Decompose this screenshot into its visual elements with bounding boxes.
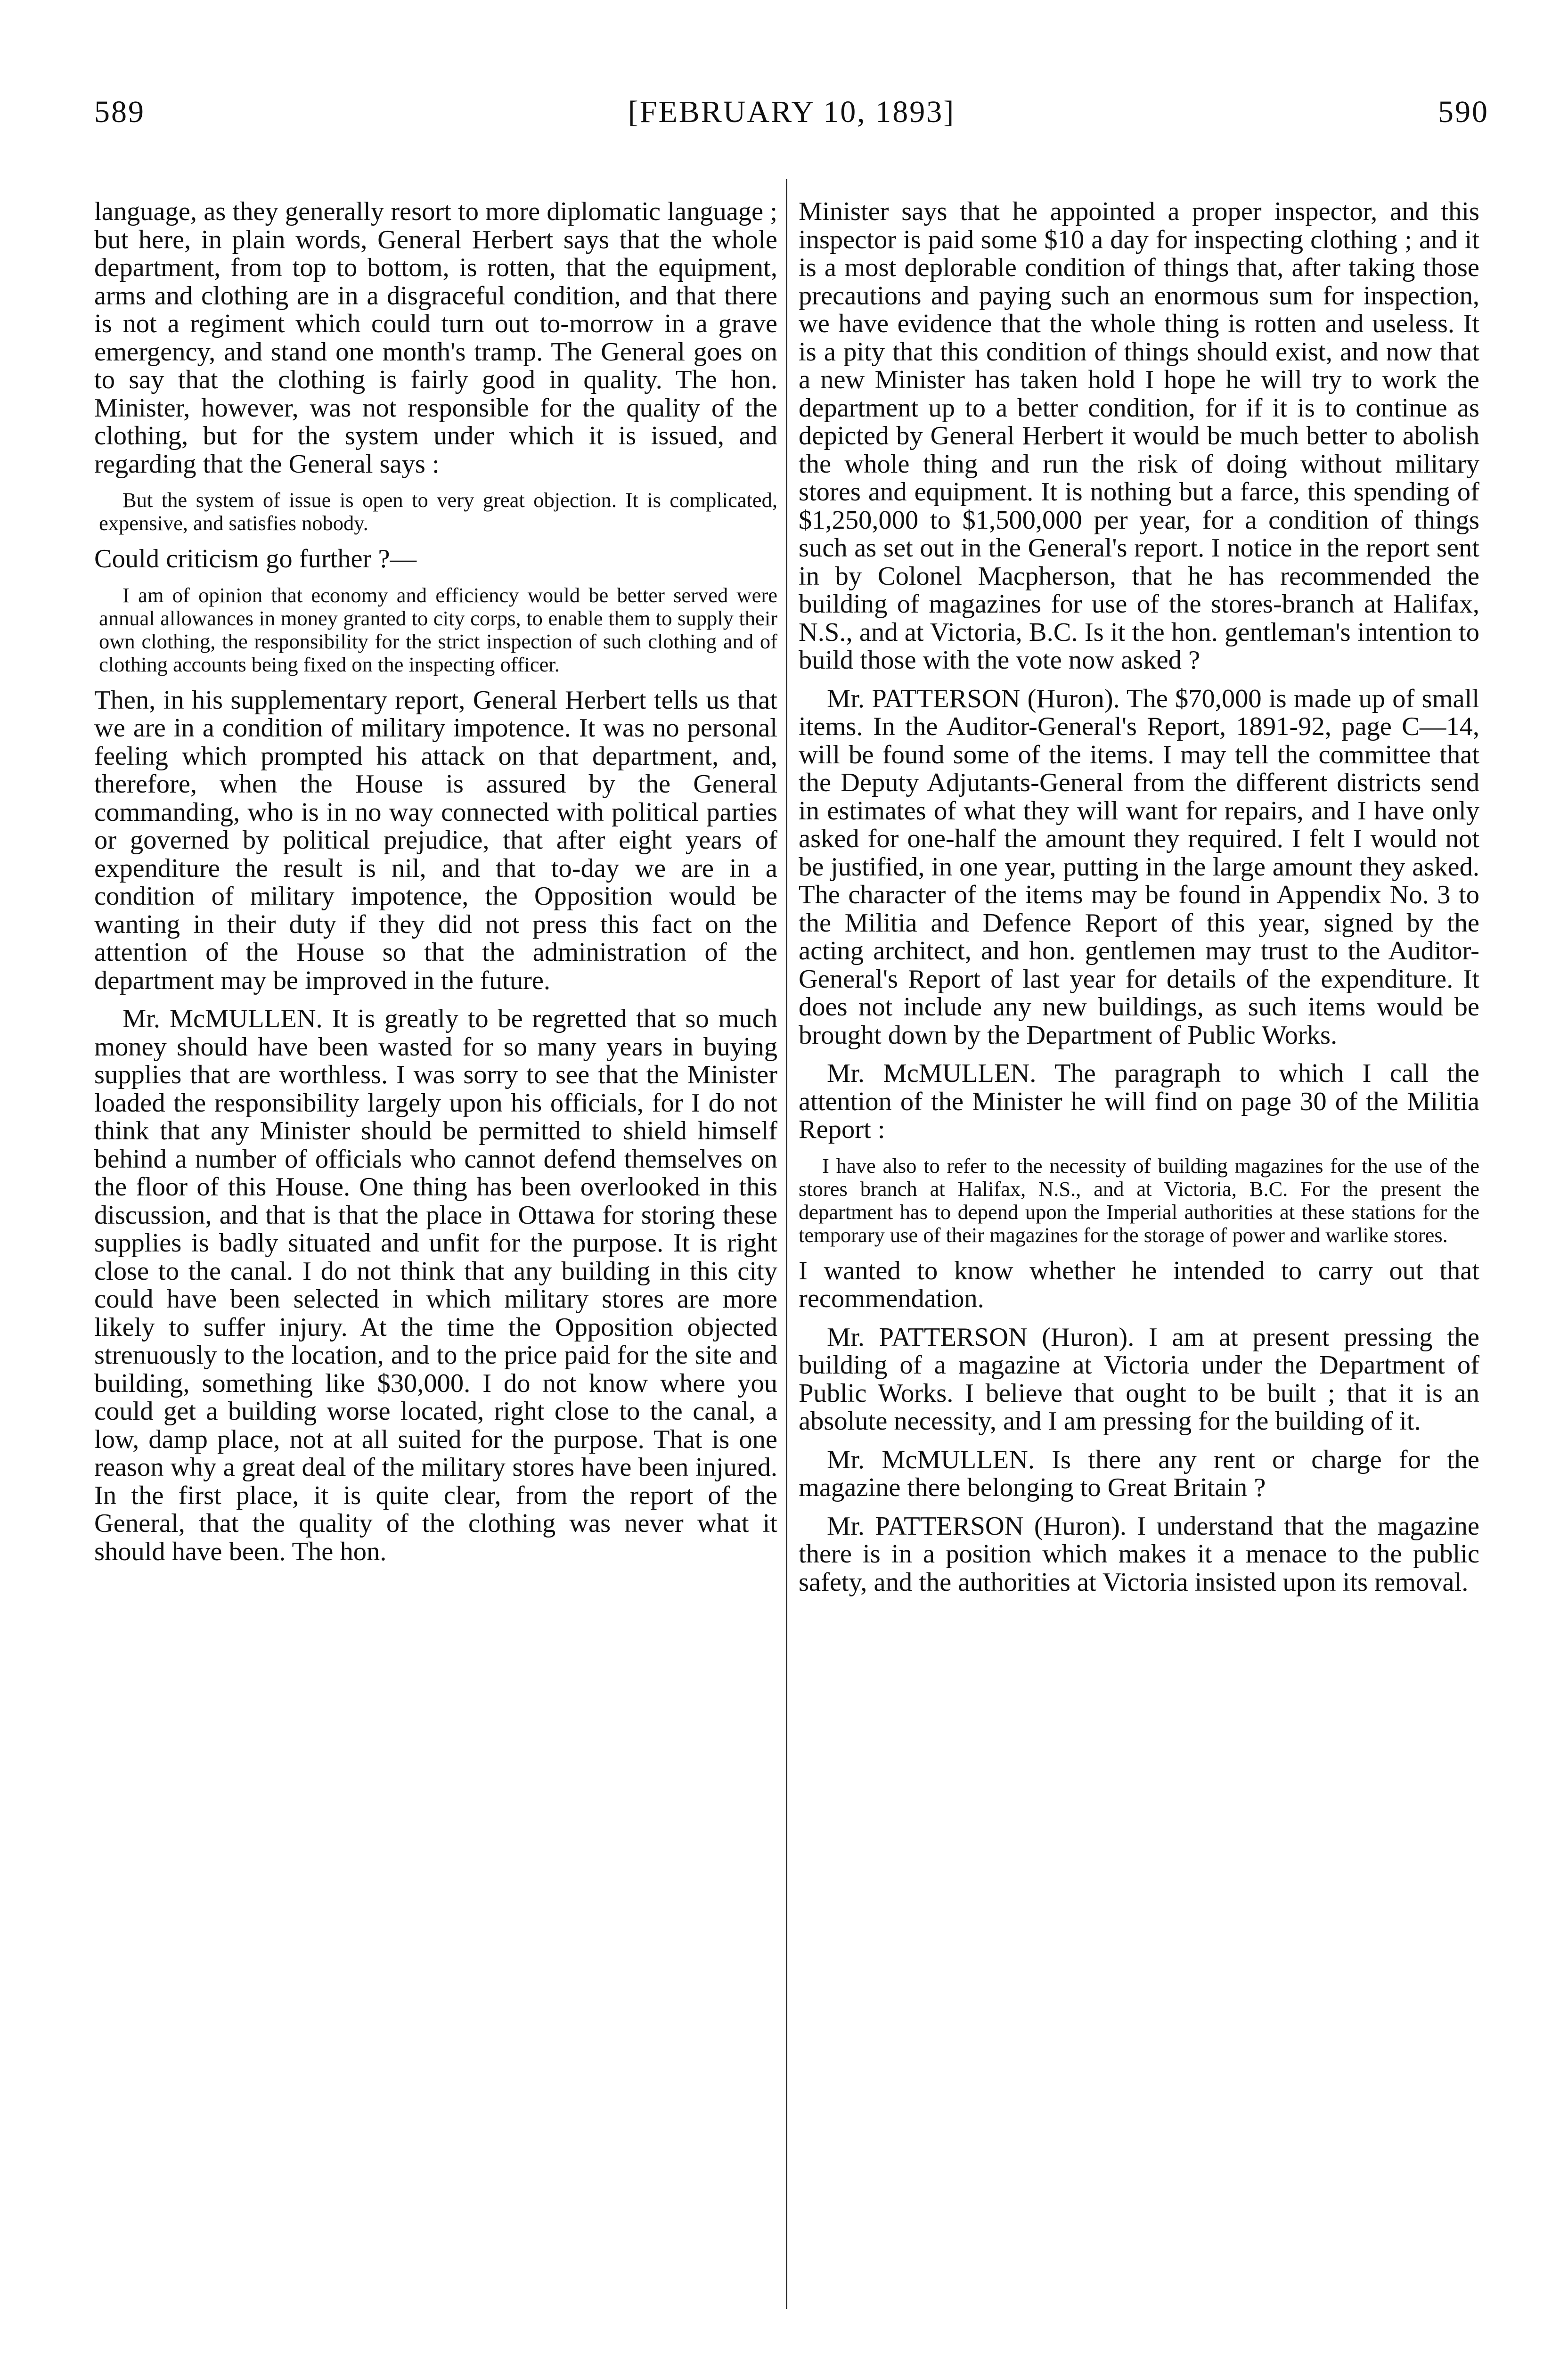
paragraph: Then, in his supplementary report, General Herbert tells us that we are in a condition of military impotence. It was no personal feeling which prompted his attack on that department, and, therefore, when the House is assured by the General commanding, who is in no way connected with political parties or governed by political prejudice, that after eight years of expenditure the result is nil, and that to-day we are in a condition of military impotence, the Opposition would be wanting in their duty if they did not press this fact on the attention of the House so that the administration of the department may be improved in the future.: [94, 685, 777, 995]
page-number-right: 590: [1438, 95, 1489, 129]
speech-paragraph: Mr. McMULLEN. It is greatly to be regretted that so much money should have been wasted for so many years in buying supplies that are worthless. I was sorry to see that the Minister loaded the responsibility largely upon his officials, for I do not think that any Minister should be permitted to shield himself behind a number of officials who cannot defend themselves on the floor of this House. One thing has been overlooked in this discussion, and that is that the place in Ottawa for storing these supplies is badly situated and unfit for the purpose. It is right close to the canal. I do not think that any building in this city could have been selected in which military stores are more likely to suffer injury. At the time the Opposition objected strenuously to the location, and to the price paid for the site and building, something like $30,000. I do not know where you could get a building worse located, right close to the canal, a low, damp place, not at all suited for the purpose. That is one reason why a great deal of the military stores have been injured. In the first place, it is quite clear, from the report of the General, that the quality of the clothing was never what it should have been. The hon.: [94, 1004, 777, 1566]
left-column: [94, 198, 777, 2347]
speech-paragraph: Mr. McMULLEN. The paragraph to which I call the attention of the Minister he will find on page 30 of the Militia Report :: [799, 1059, 1479, 1144]
page-header: [94, 94, 1489, 151]
column-divider: [786, 179, 787, 2309]
paragraph: I wanted to know whether he intended to carry out that recommendation.: [799, 1256, 1479, 1313]
speech-paragraph: Mr. PATTERSON (Huron). I understand that the magazine there is in a position which makes it a menace to the public safety, and the authorities at Victoria insisted upon its removal.: [799, 1511, 1479, 1597]
paragraph: Minister says that he appointed a proper inspector, and this inspector is paid some $10 a day for inspecting clothing ; and it is a most deplorable condition of things that, after taking those precautions and paying such an enormous sum for inspection, we have evidence that the whole thing is rotten and useless. It is a pity that this condition of things should exist, and now that a new Minister has taken hold I hope he will try to work the department up to a better condition, for if it is to continue as depicted by General Herbert it would be much better to abolish the whole thing and run the risk of doing without military stores and equipment. It is nothing but a farce, this spending of $1,250,000 to $1,500,000 per year, for a condition of things such as set out in the General's report. I notice in the report sent in by Colonel Macpherson, that he has recommended the building of magazines for use of the stores-branch at Halifax, N.S., and at Victoria, B.C. Is it the hon. gentleman's intention to build those with the vote now asked ?: [799, 198, 1479, 675]
speech-paragraph: Mr. PATTERSON (Huron). The $70,000 is made up of small items. In the Auditor-General's Report, 1891-92, page C—14, will be found some of the items. I may tell the committee that the Deputy Adjutants-General from the different districts send in estimates of what they will want for repairs, and I have only asked for one-half the amount they required. I felt I would not be justified, in one year, putting in the large amount they asked. The character of the items may be found in Appendix No. 3 to the Militia and Defence Report of this year, signed by the acting architect, and hon. gentlemen may trust to the Auditor-General's Report of last year for details of the expenditure. It does not include any new buildings, as such items would be brought down by the Department of Public Works.: [799, 684, 1479, 1050]
paragraph: language, as they generally resort to more diplomatic language ; but here, in plain words, General Herbert says that the whole department, from top to bottom, is rotten, that the equipment, arms and clothing are in a disgraceful condition, and that there is not a regiment which could turn out to-morrow in a grave emergency, and stand one month's tramp. The General goes on to say that the clothing is fairly good in quality. The hon. Minister, however, was not responsible for the quality of the clothing, but for the system under which it is issued, and regarding that the General says :: [94, 198, 777, 479]
page-number-left: 589: [94, 95, 145, 129]
quoted-passage: I am of opinion that economy and efficiency would be better served were annual allowances in money granted to city corps, to enable them to supply their own clothing, the responsibility for the strict inspection of such clothing and of clothing accounts being fixed on the inspecting officer.: [99, 583, 777, 676]
right-column: [799, 198, 1479, 2347]
paragraph: Could criticism go further ?—: [94, 544, 417, 573]
header-date: [FEBRUARY 10, 1893]: [628, 95, 956, 129]
quoted-passage: I have also to refer to the necessity of building magazines for the use of the stores branch at Halifax, N.S., and at Victoria, B.C. For the present the department has to depend upon the Imperial authorities at these stations for the temporary use of their magazines for the storage of power and warlike stores.: [799, 1153, 1479, 1247]
quoted-passage: But the system of issue is open to very great objection. It is complicated, expensive, and satisfies nobody.: [99, 488, 777, 535]
speech-paragraph: Mr. PATTERSON (Huron). I am at present pressing the building of a magazine at Victoria under the Department of Public Works. I believe that ought to be built ; that it is an absolute necessity, and I am pressing for the building of it.: [799, 1322, 1479, 1436]
speech-paragraph: Mr. McMULLEN. Is there any rent or charge for the magazine there belonging to Great Britain ?: [799, 1445, 1479, 1502]
